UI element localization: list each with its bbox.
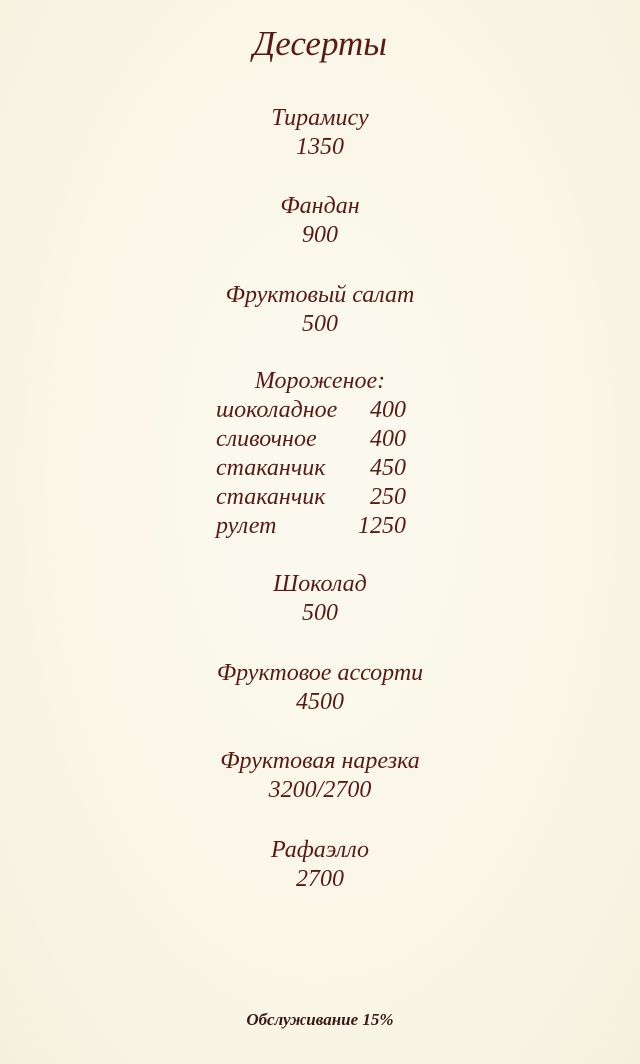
item-price: 4500 bbox=[296, 689, 344, 715]
icecream-variant: шоколадное bbox=[216, 397, 338, 423]
item-name: Фруктовое ассорти bbox=[216, 660, 424, 686]
menu-item-fruit-assorti bbox=[0, 659, 640, 717]
item-name: Тирамису bbox=[271, 105, 369, 131]
menu-item-icecream bbox=[0, 367, 640, 541]
menu-item-fruit-slices bbox=[0, 747, 640, 805]
item-name: Фандан bbox=[280, 193, 360, 219]
item-price: 1350 bbox=[296, 134, 344, 160]
icecream-variant: стаканчик bbox=[216, 455, 326, 481]
menu-item-fruit-salad bbox=[0, 281, 640, 339]
icecream-heading: Мороженое: bbox=[254, 368, 386, 394]
icecream-row bbox=[216, 454, 406, 483]
item-price: 500 bbox=[302, 311, 338, 337]
item-name: Фруктовая нарезка bbox=[220, 748, 420, 774]
menu-item-tiramisu bbox=[0, 104, 640, 162]
item-price: 900 bbox=[302, 222, 338, 248]
icecream-price: 400 bbox=[370, 397, 406, 423]
icecream-row bbox=[216, 425, 406, 454]
icecream-variant: сливочное bbox=[216, 426, 317, 452]
icecream-price: 400 bbox=[370, 426, 406, 452]
icecream-row bbox=[216, 512, 406, 541]
item-name: Рафаэлло bbox=[271, 837, 369, 863]
icecream-row bbox=[216, 483, 406, 512]
icecream-variant: рулет bbox=[216, 513, 277, 539]
icecream-price: 1250 bbox=[358, 513, 406, 539]
item-name: Шоколад bbox=[273, 571, 367, 597]
item-price: 500 bbox=[302, 600, 338, 626]
menu-item-fandan bbox=[0, 192, 640, 250]
page-title: Десерты bbox=[253, 24, 387, 63]
icecream-variants bbox=[216, 396, 406, 541]
service-charge-note: Обслуживание 15% bbox=[246, 1010, 394, 1029]
item-price: 2700 bbox=[296, 866, 344, 892]
icecream-row bbox=[216, 396, 406, 425]
icecream-variant: стаканчик bbox=[216, 484, 326, 510]
menu-item-chocolate bbox=[0, 570, 640, 628]
item-price: 3200/2700 bbox=[268, 777, 372, 803]
icecream-price: 450 bbox=[370, 455, 406, 481]
icecream-price: 250 bbox=[370, 484, 406, 510]
item-name: Фруктовый салат bbox=[225, 282, 415, 308]
menu-item-raffaello bbox=[0, 836, 640, 894]
